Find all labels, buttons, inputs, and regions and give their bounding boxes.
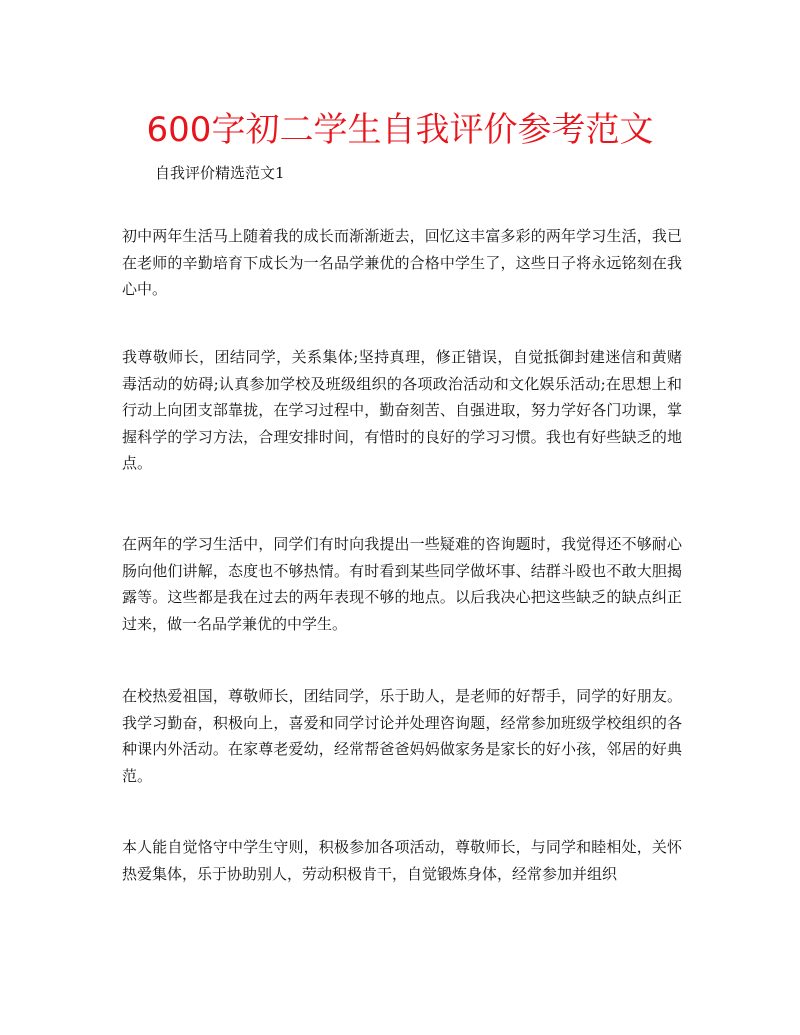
paragraph-1: 初中两年生活马上随着我的成长而渐渐逝去，回忆这丰富多彩的两年学习生活，我已在老师的辛勤培育下成长为一名品学兼优的合格中学生了，这些日子将永远铭刻在我心中。 (122, 227, 682, 298)
paragraph-5: 本人能自觉恪守中学生守则，积极参加各项活动，尊敬师长，与同学和睦相处，关怀热爱集体，乐于协助别人，劳动积极肯干，自觉锻炼身体，经常参加并组织 (122, 838, 682, 883)
paragraph-4: 在校热爱祖国，尊敬师长，团结同学，乐于助人，是老师的好帮手，同学的好朋友。我学习勤奋，积极向上，喜爱和同学讨论并处理咨询题，经常参加班级学校组织的各种课内外活动。在家尊老爱幼，经常帮爸爸妈妈做家务是家长的好小孩，邻居的好典范。 (122, 687, 682, 785)
paragraph-3: 在两年的学习生活中，同学们有时向我提出一些疑难的咨询题时，我觉得还不够耐心肠向他们讲解，态度也不够热情。有时看到某些同学做坏事、结群斗殴也不敢大胆揭露等。这些都是我在过去的两年表现不够的地点。以后我决心把这些缺乏的缺点纠正过来，做一名品学兼优的中学生。 (122, 535, 682, 633)
document-subtitle: 自我评价精选范文1 (155, 164, 285, 182)
paragraph-2: 我尊敬师长，团结同学，关系集体;坚持真理，修正错误，自觉抵御封建迷信和黄赌毒活动的妨碍;认真参加学校及班级组织的各项政治活动和文化娱乐活动;在思想上和行动上向团支部靠拢，在学习过程中，勤奋刻苦、自强进取，努力学好各门功课，掌握科学的学习方法，合理安排时间，有惜时的良好的学习习惯。我也有好些缺乏的地点。 (122, 348, 682, 472)
document-title: 600字初二学生自我评价参考范文 (146, 110, 654, 150)
